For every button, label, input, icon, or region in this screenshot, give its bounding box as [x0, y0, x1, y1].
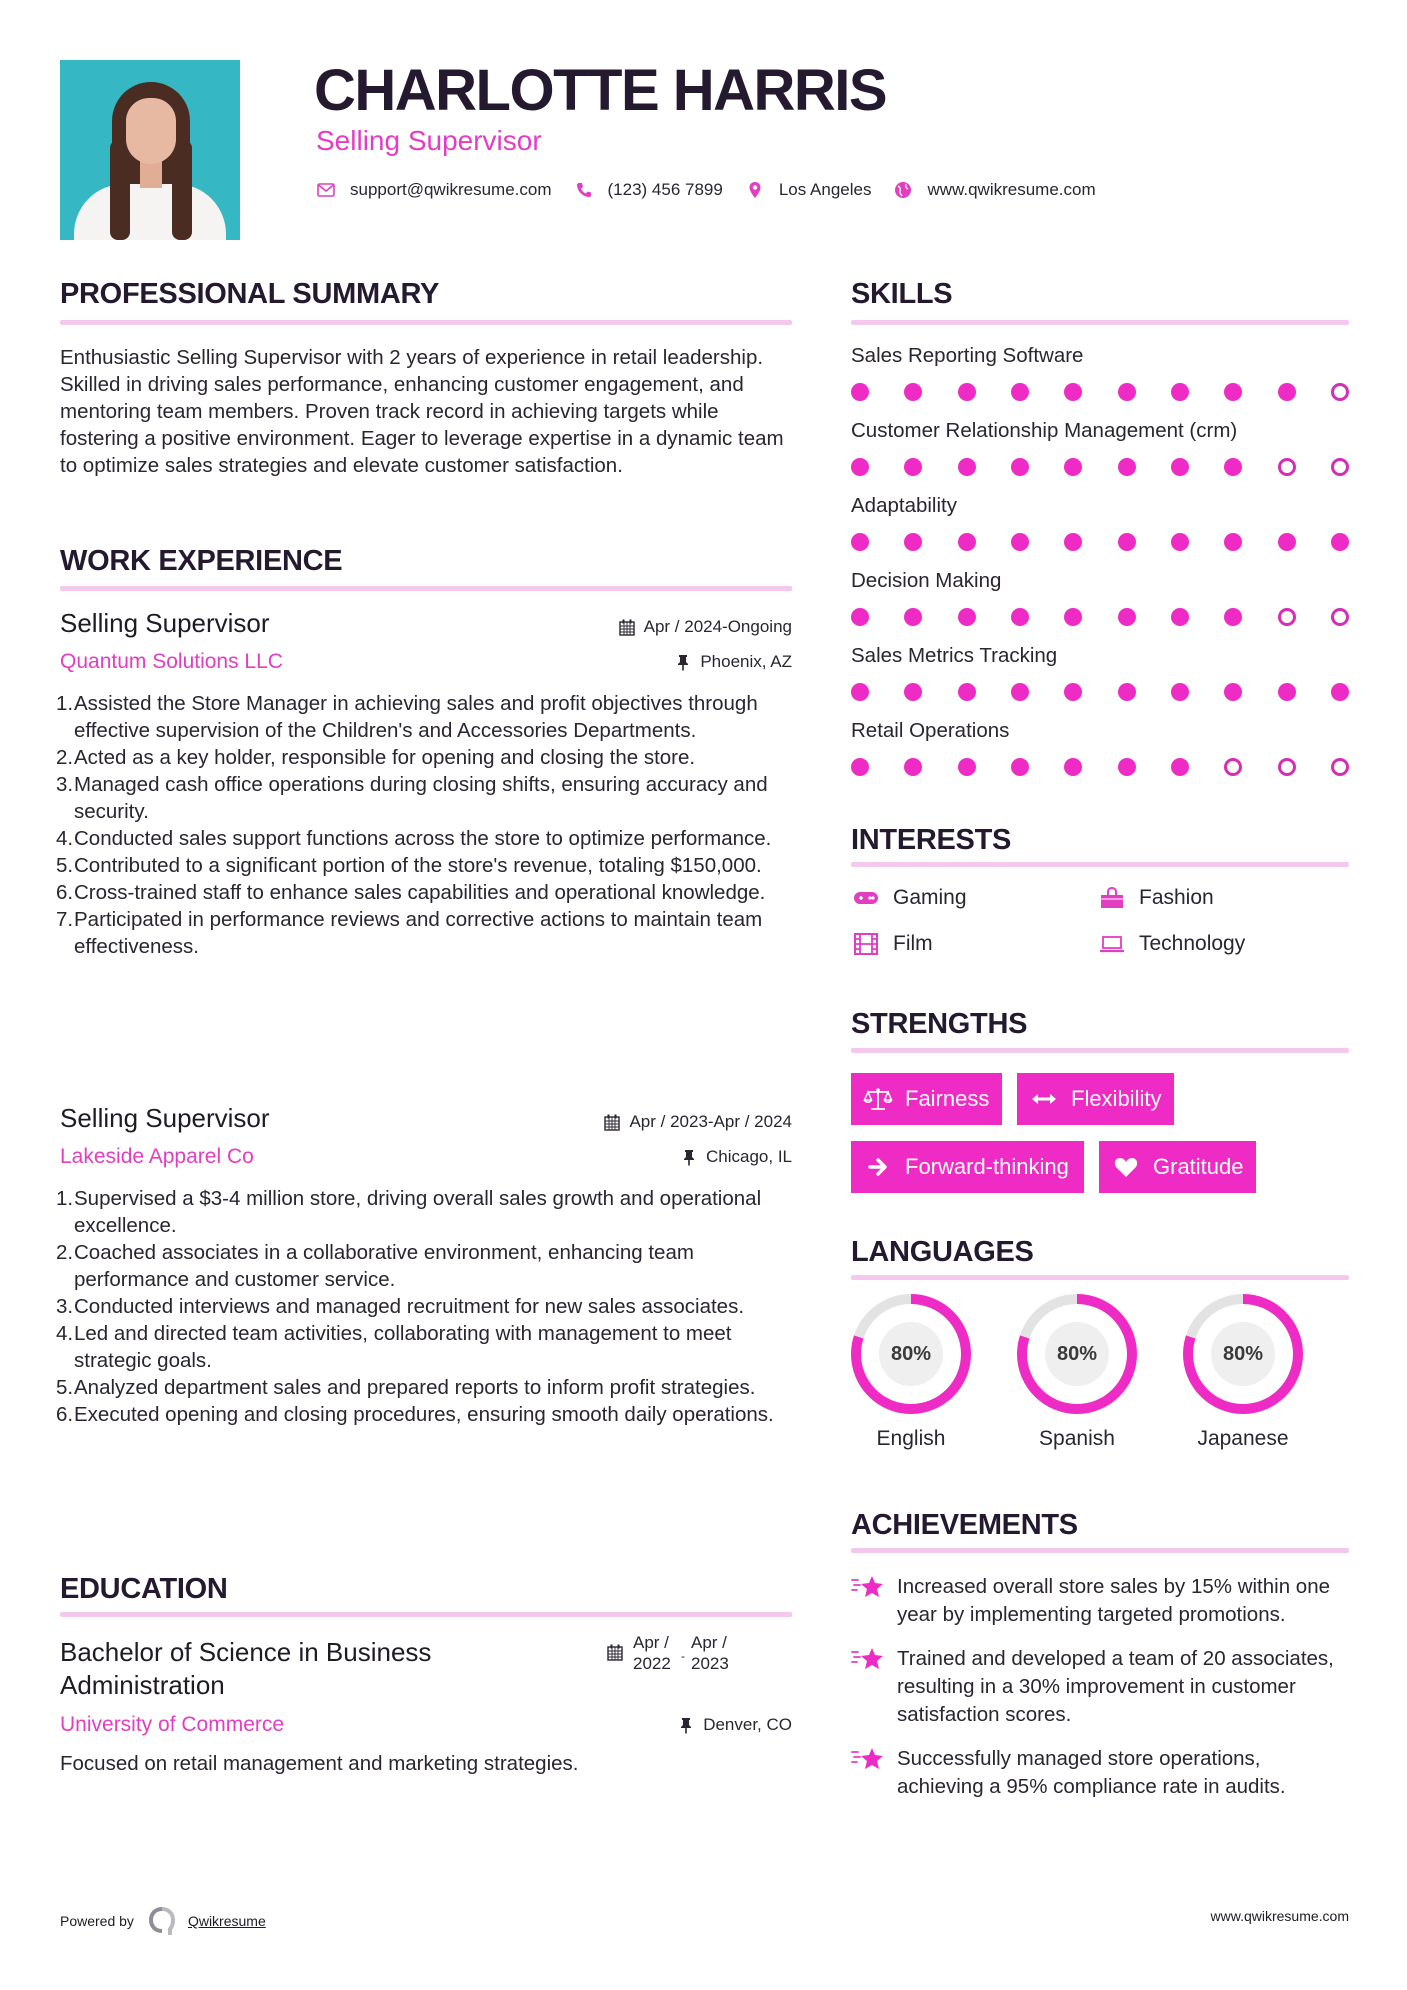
language-percent: 80% — [1211, 1322, 1275, 1386]
skill-item — [851, 718, 1349, 793]
strength-badge-flexibility: Flexibility — [1017, 1073, 1174, 1125]
rating-dot-filled — [1171, 758, 1189, 776]
candidate-name: CHARLOTTE HARRIS — [314, 58, 887, 123]
skill-name: Decision Making — [851, 569, 1002, 592]
pushpin-icon — [674, 653, 692, 671]
language-name: Japanese — [1197, 1427, 1289, 1450]
strength-badge-gratitude: Gratitude — [1099, 1141, 1256, 1193]
bullet-item: 3. Conducted interviews and managed recruitment for new sales associates. — [56, 1295, 745, 1318]
skill-rating — [851, 382, 1349, 402]
language-progress-ring — [851, 1294, 971, 1414]
bullet-item: 5. Analyzed department sales and prepared reports to inform profit strategies. — [56, 1376, 756, 1399]
rating-dot-empty — [1278, 458, 1296, 476]
interest-gaming: Gaming — [853, 884, 967, 912]
bullet-item: 7. Participated in performance reviews and corrective actions to maintain team effectiveness. — [56, 908, 763, 958]
bullet-item: 6. Executed opening and closing procedures, ensuring smooth daily operations. — [56, 1403, 774, 1426]
interest-fashion: Fashion — [1099, 884, 1214, 912]
summary-rule — [60, 320, 792, 325]
job-location — [492, 1146, 792, 1168]
language-item — [1183, 1294, 1303, 1452]
language-percent: 80% — [879, 1322, 943, 1386]
candidate-title: Selling Supervisor — [316, 125, 542, 156]
rating-dot-filled — [1064, 383, 1082, 401]
contact-email[interactable]: support@qwikresume.com — [350, 180, 552, 199]
rating-dot-filled — [1224, 608, 1242, 626]
skills-rule — [851, 320, 1349, 325]
skill-rating — [851, 607, 1349, 627]
rating-dot-filled — [904, 683, 922, 701]
job-bullets — [56, 1185, 791, 1428]
rating-dot-filled — [958, 533, 976, 551]
date-separator: - — [681, 1649, 685, 1663]
interests-rule — [851, 862, 1349, 867]
laptop-icon — [1099, 933, 1125, 955]
interests-heading: INTERESTS — [851, 824, 1012, 856]
language-name: English — [876, 1427, 946, 1450]
film-icon — [853, 933, 879, 955]
rating-dot-empty — [1331, 758, 1349, 776]
footer-website[interactable]: www.qwikresume.com — [1210, 1908, 1349, 1924]
shooting-star-icon — [851, 1645, 885, 1673]
rating-dot-filled — [1118, 683, 1136, 701]
rating-dot-filled — [1011, 608, 1029, 626]
rating-dot-filled — [1064, 458, 1082, 476]
rating-dot-filled — [851, 533, 869, 551]
school-name: University of Commerce — [60, 1713, 285, 1736]
calendar-icon — [618, 618, 636, 636]
rating-dot-filled — [1118, 608, 1136, 626]
skill-item — [851, 343, 1349, 418]
achievement-item: Increased overall store sales by 15% within one year by implementing targeted promotions. — [851, 1573, 1349, 1629]
balance-scale-icon — [863, 1087, 893, 1111]
job-dates-text: Apr / 2023-Apr / 2024 — [629, 1112, 792, 1131]
bullet-item: 3. Managed cash office operations during closing shifts, ensuring accuracy and security. — [56, 773, 768, 823]
photo-shirt — [74, 184, 226, 240]
bullet-item: 4. Led and directed team activities, collaborating with management to meet strategic goals. — [56, 1322, 732, 1372]
skill-name: Sales Reporting Software — [851, 344, 1084, 367]
rating-dot-filled — [1224, 683, 1242, 701]
bullet-item: 1. Supervised a $3-4 million store, driving overall sales growth and operational excellence. — [56, 1187, 762, 1237]
job-dates — [492, 616, 792, 638]
rating-dot-filled — [1224, 458, 1242, 476]
skills-heading: SKILLS — [851, 278, 953, 310]
rating-dot-filled — [1278, 383, 1296, 401]
education-start: Apr / 2022 — [633, 1633, 671, 1673]
job-company: Quantum Solutions LLC — [60, 650, 283, 673]
job-dates — [492, 1111, 792, 1133]
rating-dot-filled — [904, 458, 922, 476]
arrows-horizontal-icon — [1029, 1087, 1059, 1111]
shooting-star-icon — [851, 1745, 885, 1773]
rating-dot-filled — [1118, 383, 1136, 401]
calendar-icon — [603, 1113, 621, 1131]
contact-row — [316, 178, 1118, 202]
rating-dot-filled — [1011, 383, 1029, 401]
strengths-rule — [851, 1048, 1349, 1053]
education-rule — [60, 1612, 792, 1617]
rating-dot-filled — [1331, 533, 1349, 551]
summary-heading: PROFESSIONAL SUMMARY — [60, 278, 440, 310]
rating-dot-filled — [1171, 458, 1189, 476]
achievements-list — [851, 1573, 1349, 1801]
profile-photo — [60, 60, 240, 240]
language-progress-ring — [1017, 1294, 1137, 1414]
languages-rule — [851, 1275, 1349, 1280]
rating-dot-filled — [1118, 458, 1136, 476]
calendar-icon — [607, 1644, 625, 1662]
rating-dot-filled — [1011, 758, 1029, 776]
rating-dot-filled — [1064, 758, 1082, 776]
shopping-bag-icon — [1099, 887, 1125, 909]
bullet-item: 4. Conducted sales support functions across the store to optimize performance. — [56, 827, 772, 850]
experience-heading: WORK EXPERIENCE — [60, 545, 343, 577]
job-dates-text: Apr / 2024-Ongoing — [643, 617, 792, 636]
contact-website[interactable]: www.qwikresume.com — [927, 180, 1096, 199]
rating-dot-filled — [958, 608, 976, 626]
rating-dot-filled — [958, 458, 976, 476]
rating-dot-empty — [1331, 458, 1349, 476]
degree-title: Bachelor of Science in Business Administration — [60, 1637, 432, 1700]
education-location — [492, 1714, 792, 1736]
photo-hair-right — [172, 140, 192, 240]
language-item — [1017, 1294, 1137, 1452]
rating-dot-filled — [1011, 458, 1029, 476]
strengths-heading: STRENGTHS — [851, 1008, 1028, 1040]
rating-dot-filled — [1064, 683, 1082, 701]
rating-dot-filled — [904, 533, 922, 551]
education-description: Focused on retail management and marketing strategies. — [60, 1752, 579, 1775]
skill-name: Retail Operations — [851, 719, 1010, 742]
education-end: Apr / 2023 — [691, 1633, 729, 1673]
rating-dot-filled — [1011, 683, 1029, 701]
language-percent: 80% — [1045, 1322, 1109, 1386]
phone-icon — [574, 180, 594, 200]
education-heading: EDUCATION — [60, 1573, 228, 1605]
education-location-text: Denver, CO — [703, 1715, 792, 1734]
interest-technology: Technology — [1099, 930, 1245, 958]
qwikresume-link[interactable]: Qwikresume — [187, 1913, 266, 1929]
rating-dot-filled — [851, 458, 869, 476]
skill-item — [851, 418, 1349, 493]
job-title: Selling Supervisor — [60, 1103, 270, 1133]
bullet-item: 2. Acted as a key holder, responsible for opening and closing the store. — [56, 746, 696, 769]
skill-name: Customer Relationship Management (crm) — [851, 419, 1238, 442]
gamepad-icon — [853, 887, 879, 909]
rating-dot-filled — [1171, 608, 1189, 626]
strength-badge-forward-thinking: Forward-thinking — [851, 1141, 1084, 1193]
achievements-heading: ACHIEVEMENTS — [851, 1509, 1078, 1541]
rating-dot-empty — [1224, 758, 1242, 776]
rating-dot-filled — [1011, 533, 1029, 551]
rating-dot-filled — [851, 383, 869, 401]
arrow-right-icon — [863, 1155, 893, 1179]
education-dates — [607, 1632, 797, 1676]
rating-dot-empty — [1331, 608, 1349, 626]
bullet-item: 2. Coached associates in a collaborative environment, enhancing team performance and customer service. — [56, 1241, 694, 1291]
skill-name: Adaptability — [851, 494, 957, 517]
strength-badge-fairness: Fairness — [851, 1073, 1002, 1125]
rating-dot-filled — [1171, 683, 1189, 701]
skill-item — [851, 643, 1349, 718]
map-pin-icon — [745, 180, 765, 200]
job-bullets — [56, 690, 791, 960]
bullet-item: 5. Contributed to a significant portion of the store's revenue, totaling $150,000. — [56, 854, 762, 877]
job-location — [492, 651, 792, 673]
rating-dot-filled — [1224, 533, 1242, 551]
bullet-item: 6. Cross-trained staff to enhance sales capabilities and operational knowledge. — [56, 881, 766, 904]
experience-rule — [60, 586, 792, 591]
pushpin-icon — [680, 1148, 698, 1166]
skill-name: Sales Metrics Tracking — [851, 644, 1058, 667]
skill-item — [851, 493, 1349, 568]
skill-rating — [851, 532, 1349, 552]
rating-dot-empty — [1331, 383, 1349, 401]
rating-dot-empty — [1278, 758, 1296, 776]
rating-dot-filled — [904, 758, 922, 776]
language-progress-ring — [1183, 1294, 1303, 1414]
rating-dot-empty — [1278, 608, 1296, 626]
interest-film: Film — [853, 930, 933, 958]
achievement-item: Trained and developed a team of 20 associates, resulting in a 30% improvement in customer satisfaction scores. — [851, 1645, 1349, 1729]
rating-dot-filled — [1331, 683, 1349, 701]
qwikresume-logo-icon — [148, 1906, 176, 1936]
rating-dot-filled — [1278, 533, 1296, 551]
rating-dot-filled — [958, 758, 976, 776]
rating-dot-filled — [1118, 533, 1136, 551]
skill-rating — [851, 457, 1349, 477]
achievements-rule — [851, 1548, 1349, 1553]
envelope-icon — [316, 180, 336, 200]
skills-list — [851, 343, 1349, 793]
contact-phone[interactable]: (123) 456 7899 — [607, 180, 723, 199]
photo-hair-left — [110, 140, 130, 240]
rating-dot-filled — [1064, 608, 1082, 626]
achievement-item: Successfully managed store operations, achieving a 95% compliance rate in audits. — [851, 1745, 1349, 1801]
rating-dot-filled — [958, 383, 976, 401]
rating-dot-filled — [851, 683, 869, 701]
footer-powered-by: Powered by Qwikresume — [60, 1906, 266, 1936]
languages-heading: LANGUAGES — [851, 1236, 1034, 1268]
language-name: Spanish — [1039, 1427, 1115, 1450]
skill-rating — [851, 682, 1349, 702]
skill-rating — [851, 757, 1349, 777]
summary-text: Enthusiastic Selling Supervisor with 2 years of experience in retail leadership. Skilled in driving sales performance, enhancing customer engagement, and mentoring team members. Proven track record in achieving targets while fostering a positive environment. Eager to leverage expertise in a dynamic team to optimize sales strategies and elevate customer satisfaction. — [60, 346, 784, 477]
rating-dot-filled — [1118, 758, 1136, 776]
language-item — [851, 1294, 971, 1452]
job-company: Lakeside Apparel Co — [60, 1145, 254, 1168]
heart-icon — [1111, 1155, 1141, 1179]
shooting-star-icon — [851, 1573, 885, 1601]
job-location-text: Chicago, IL — [706, 1147, 792, 1166]
rating-dot-filled — [1171, 533, 1189, 551]
photo-face — [126, 98, 176, 164]
rating-dot-filled — [1171, 383, 1189, 401]
globe-icon — [893, 180, 913, 200]
rating-dot-filled — [1224, 383, 1242, 401]
contact-location: Los Angeles — [778, 180, 872, 199]
rating-dot-filled — [851, 608, 869, 626]
rating-dot-filled — [851, 758, 869, 776]
bullet-item: 1. Assisted the Store Manager in achieving sales and profit objectives through effective supervision of the Children's and Accessories Departments. — [56, 692, 758, 742]
languages-list — [851, 1294, 1349, 1452]
rating-dot-filled — [904, 383, 922, 401]
rating-dot-filled — [1278, 683, 1296, 701]
pushpin-icon — [677, 1716, 695, 1734]
skill-item — [851, 568, 1349, 643]
rating-dot-filled — [904, 608, 922, 626]
rating-dot-filled — [1064, 533, 1082, 551]
job-title: Selling Supervisor — [60, 608, 270, 638]
rating-dot-filled — [958, 683, 976, 701]
job-location-text: Phoenix, AZ — [700, 652, 792, 671]
